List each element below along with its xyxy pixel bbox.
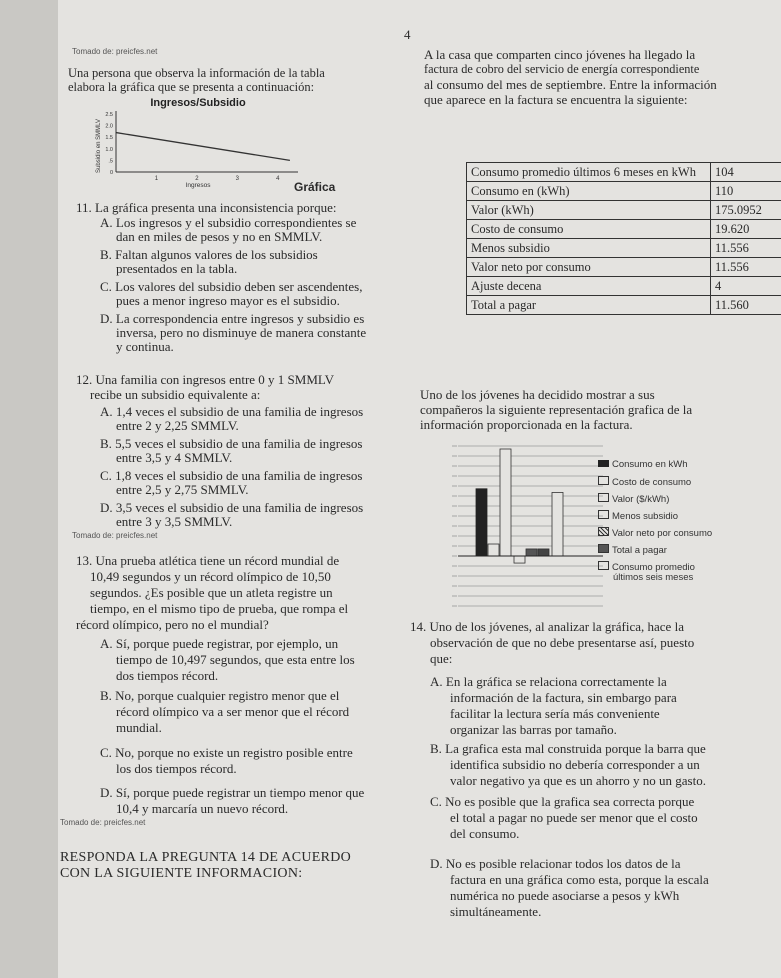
small-chart-xtick-label: 3 — [235, 176, 240, 182]
factura-bar-chart — [448, 438, 608, 610]
legend-item-promedio-cont: últimos seis meses — [613, 572, 694, 583]
q13-b-line-3: mundial. — [116, 720, 162, 735]
legend-item-costo: Costo de consumo — [598, 476, 691, 488]
q11-d-line-3: y continua. — [116, 339, 174, 354]
q12-d-line-1: D. 3,5 veces el subsidio de una familia de ingresos — [100, 500, 364, 515]
q11-stem: 11. La gráfica presenta una inconsistencia porque: — [76, 200, 337, 215]
q11-a-line-1: A. Los ingresos y el subsidio correspondientes se — [100, 215, 357, 230]
q12-a-line-2: entre 2 y 2,25 SMMLV. — [116, 418, 239, 433]
factura-label: Costo de consumo — [467, 220, 711, 239]
q14-d-line-1: D. No es posible relacionar todos los datos de la — [430, 856, 681, 871]
table-row — [467, 182, 781, 201]
legend-swatch — [598, 510, 609, 519]
chart-caption: Gráfica — [294, 180, 336, 194]
legend-item-subsidio: Menos subsidio — [598, 510, 678, 522]
factura-label: Total a pagar — [467, 296, 711, 315]
q13-d-line-2: 10,4 y marcaría un nuevo récord. — [116, 801, 289, 816]
bar-intro-line-3: información proporcionada en la factura. — [420, 417, 633, 432]
q13-a-line-2: tiempo de 10,497 segundos, que esta entre los — [116, 652, 355, 667]
legend-swatch — [598, 476, 609, 485]
small-chart-ytick-label: 1.5 — [105, 135, 113, 142]
small-chart-ytick-label: 0 — [109, 170, 113, 176]
small-chart-xtick-label: 2 — [195, 176, 199, 182]
right-intro-line-1: A la casa que comparten cinco jóvenes ha llegado la — [424, 47, 696, 62]
q12-b-line-2: entre 3,5 y 4 SMMLV. — [116, 450, 233, 465]
bar-consumo-kwh — [476, 489, 487, 556]
table-row — [467, 258, 781, 277]
legend-item-promedio: Consumo promedio — [598, 561, 695, 573]
small-chart-xticks — [155, 176, 280, 182]
factura-value: 175.0952 — [711, 201, 781, 220]
left-intro-line-1: Una persona que observa la información de la tabla — [68, 66, 325, 80]
q13-a-line-1: A. Sí, porque puede registrar, por ejemplo, un — [100, 636, 339, 651]
q12-c-line-1: C. 1,8 veces el subsidio de una familia de ingresos — [100, 468, 363, 483]
q14-b-line-1: B. La grafica esta mal construida porque la barra que — [430, 741, 706, 756]
legend-swatch — [598, 544, 609, 553]
small-chart-ytick-label: .5 — [108, 158, 113, 165]
table-row — [467, 201, 781, 220]
legend-swatch — [598, 527, 609, 536]
bar-consumo-promedio — [552, 492, 563, 556]
legend-swatch — [598, 493, 609, 502]
factura-bar-svg — [448, 438, 608, 610]
legend-item-total: Total a pagar — [598, 544, 667, 556]
source-tag: Tomado de: preicfes.net — [72, 47, 158, 56]
factura-label: Valor neto por consumo — [467, 258, 711, 277]
q13-c-line-2: los dos tiempos récord. — [116, 761, 237, 776]
q12-b-line-1: B. 5,5 veces el subsidio de una familia de ingresos — [100, 436, 363, 451]
q13-b-line-2: récord olímpico va a ser menor que el récord — [116, 704, 350, 719]
q13-c-line-1: C. No, porque no existe un registro posible entre — [100, 745, 353, 760]
legend-item-valor: Valor ($/kWh) — [598, 493, 669, 505]
bar-total-pagar — [538, 549, 549, 556]
right-intro-line-2: factura de cobro del servicio de energía correspondiente — [424, 62, 700, 76]
q11-d-line-1: D. La correspondencia entre ingresos y subsidio es — [100, 311, 365, 326]
factura-value: 19.620 — [711, 220, 781, 239]
respond-label-line-1: RESPONDA LA PREGUNTA 14 DE ACUERDO — [60, 850, 352, 865]
small-chart-xtick-label: 4 — [276, 176, 280, 182]
q13-stem-line-4: tiempo, en el mismo tipo de prueba, que rompa el — [90, 601, 349, 616]
small-chart-ytick-label: 2.0 — [105, 123, 113, 130]
small-chart-xlabel: Ingresos — [185, 182, 211, 189]
bar-chart-gridlines — [452, 446, 603, 606]
q12-a-line-1: A. 1,4 veces el subsidio de una familia de ingresos — [100, 404, 364, 419]
legend-item-consumo: Consumo en kWh — [598, 459, 688, 470]
q14-b-line-3: valor negativo ya que es un ahorro y no un gasto. — [450, 773, 706, 788]
q14-stem-line-2: observación de que no debe presentarse así, puesto — [430, 635, 695, 650]
legend-item-neto: Valor neto por consumo — [598, 527, 712, 539]
q14-a-line-3: facilitar la lectura sería más conveniente — [450, 706, 660, 721]
source-tag-2: Tomado de: preicfes.net — [72, 531, 158, 540]
table-row — [467, 239, 781, 258]
q14-c-line-1: C. No es posible que la grafica sea correcta porque — [430, 794, 695, 809]
table-row — [467, 277, 781, 296]
small-chart-ytick-label: 1.0 — [105, 146, 113, 153]
factura-label: Consumo promedio últimos 6 meses en kWh — [467, 163, 711, 182]
q11-c-line-1: C. Los valores del subsidio deben ser ascendentes, — [100, 279, 363, 294]
q14-a-line-2: información de la factura, sin embargo para — [450, 690, 677, 705]
respond-label-line-2: CON LA SIGUIENTE INFORMACION: — [60, 866, 303, 881]
q12-stem-line-1: 12. Una familia con ingresos entre 0 y 1 SMMLV — [76, 372, 335, 387]
page-number: 4 — [404, 27, 411, 42]
q11-b-line-2: presentados en la tabla. — [116, 261, 238, 276]
q13-stem-line-1: 13. Una prueba atlética tiene un récord mundial de — [76, 553, 340, 568]
q14-d-line-4: simultáneamente. — [450, 904, 542, 919]
factura-value: 110 — [711, 182, 781, 201]
q11-b-line-1: B. Faltan algunos valores de los subsidios — [100, 247, 318, 262]
bar-valor-neto — [526, 549, 537, 556]
q14-a-line-1: A. En la gráfica se relaciona correctamente la — [430, 674, 667, 689]
factura-label: Ajuste decena — [467, 277, 711, 296]
legend-swatch — [598, 460, 609, 467]
small-chart-series-line — [116, 133, 290, 161]
q14-stem-line-1: 14. Uno de los jóvenes, al analizar la gráfica, hace la — [410, 619, 684, 634]
factura-label: Consumo en (kWh) — [467, 182, 711, 201]
right-intro-line-3: al consumo del mes de septiembre. Entre la información — [424, 77, 717, 92]
factura-value: 11.556 — [711, 239, 781, 258]
ingresos-subsidio-svg — [88, 94, 338, 190]
bar-menos-subsidio — [514, 556, 525, 563]
q13-a-line-3: dos tiempos récord. — [116, 668, 219, 683]
right-intro-line-4: que aparece en la factura se encuentra la siguiente: — [424, 92, 688, 107]
source-tag-3: Tomado de: preicfes.net — [60, 818, 146, 827]
factura-value: 104 — [711, 163, 781, 182]
exam-page — [58, 0, 781, 978]
q11-d-line-2: inversa, pero no disminuye de manera constante — [116, 325, 367, 340]
factura-table — [466, 162, 781, 315]
q11-a-line-2: dan en miles de pesos y no en SMMLV. — [116, 229, 323, 244]
bar-valor-kwh — [500, 449, 511, 556]
bar-intro-line-1: Uno de los jóvenes ha decidido mostrar a sus — [420, 387, 655, 402]
table-row — [467, 220, 781, 239]
ingresos-subsidio-chart — [88, 94, 338, 190]
q12-stem-line-2: recibe un subsidio equivalente a: — [90, 387, 261, 402]
q14-d-line-3: numérica no puede asociarse a pesos y kWh — [450, 888, 680, 903]
q14-c-line-2: el total a pagar no puede ser menor que el costo — [450, 810, 698, 825]
factura-label: Valor (kWh) — [467, 201, 711, 220]
factura-value: 4 — [711, 277, 781, 296]
q14-a-line-4: organizar las barras por tamaño. — [450, 722, 617, 737]
table-row — [467, 163, 781, 182]
small-chart-yticks — [105, 112, 113, 176]
table-row — [467, 296, 781, 315]
bar-intro-line-2: compañeros la siguiente representación grafica de la — [420, 402, 693, 417]
q12-c-line-2: entre 2,5 y 2,75 SMMLV. — [116, 482, 249, 497]
small-chart-title: Ingresos/Subsidio — [150, 97, 246, 109]
q14-b-line-2: identifica subsidio no debería corresponder a un — [450, 757, 700, 772]
left-intro-line-2: elabora la gráfica que se presenta a continuación: — [68, 80, 315, 94]
q12-d-line-2: entre 3 y 3,5 SMMLV. — [116, 514, 233, 529]
q13-d-line-1: D. Sí, porque puede registrar un tiempo menor que — [100, 785, 365, 800]
q11-c-line-2: pues a menor ingreso mayor es el subsidio. — [116, 293, 340, 308]
q14-stem-line-3: que: — [430, 651, 453, 666]
factura-label: Menos subsidio — [467, 239, 711, 258]
q13-b-line-1: B. No, porque cualquier registro menor que el — [100, 688, 340, 703]
q13-stem-line-5: récord olímpico, pero no el mundial? — [76, 617, 269, 632]
factura-value: 11.560 — [711, 296, 781, 315]
bar-costo-consumo — [488, 544, 499, 556]
q14-d-line-2: factura en una gráfica como esta, porque la escala — [450, 872, 709, 887]
small-chart-ytick-label: 2.5 — [105, 112, 113, 118]
factura-value: 11.556 — [711, 258, 781, 277]
q13-stem-line-2: 10,49 segundos y un récord olímpico de 10,50 — [90, 569, 331, 584]
legend-swatch — [598, 561, 609, 570]
q13-stem-line-3: segundos. ¿Es posible que un atleta registre un — [90, 585, 333, 600]
small-chart-ylabel: Subsidio en SMMLV — [96, 119, 102, 173]
small-chart-xtick-label: 1 — [154, 176, 159, 182]
q14-c-line-3: del consumo. — [450, 826, 520, 841]
